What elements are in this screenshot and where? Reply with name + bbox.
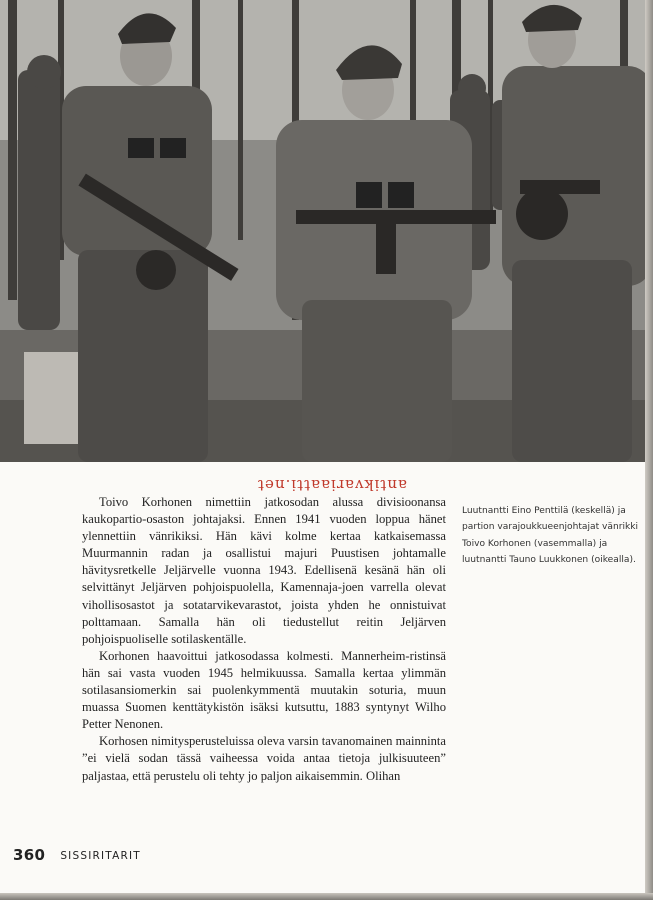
body-paragraph: Toivo Korhonen nimettiin jatkosodan alussa divisioonansa kaukopartio-osaston johtajaksi. Ennen 1941 vuoden loppua hänet ylennettiin vänrikiksi. Hän kävi kolme kertaa katkaisemassa Muurmannin radan ja osallistui majuri Puustisen johtamalle hävitysretkelle Jeljärvelle vuonna 1943. Edellisenä kesänä hän oli selvittänyt Jeljärven pohjoispuolella, Kamennaja-joen varrella olevat vihollisosastot ja sotatarvikevarastot, joista yhden he onnistuivat polttamaan. Samalla hän oli tiedustellut reitin Jeljärven pohjoispuoliselle sotilaskentälle. — [82, 495, 446, 646]
article-body — [82, 494, 446, 785]
body-paragraph: Korhosen nimitysperusteluissa oleva varsin tavanomainen mainninta ”ei vielä sodan tässä vaiheessa voida antaa tietoja julkisuuteen” paljastaa, että perustelu oli tehty jo paljon aikaisemmin. Olihan — [82, 734, 446, 783]
body-paragraph: Korhonen haavoittui jatkosodassa kolmesti. Mannerheim-ristinsä hän sai vasta vuoden 1945 helmikuussa. Samalla kertaa ylimmän sotilasansiomerkin sai puolenkymmentä muutakin soturia, muun muassa Suomen kenttätykistön isäksi kutsuttu, 1883 syntynyt Wilho Petter Nenonen. — [82, 648, 446, 732]
section-title: SISSIRITARIT — [60, 850, 141, 862]
photo-caption: Luutnantti Eino Penttilä (keskellä) ja partion varajoukkueenjohtajat vänrikki Toivo Korhonen (vasemmalla) ja luutnantti Tauno Luukkonen (oikealla). — [462, 506, 639, 565]
page-edge-bottom — [0, 893, 653, 900]
watermark: antikvariaatti.net — [257, 476, 407, 494]
page-footer — [13, 845, 141, 864]
page-edge-right — [645, 0, 653, 900]
page-number: 360 — [13, 846, 46, 864]
